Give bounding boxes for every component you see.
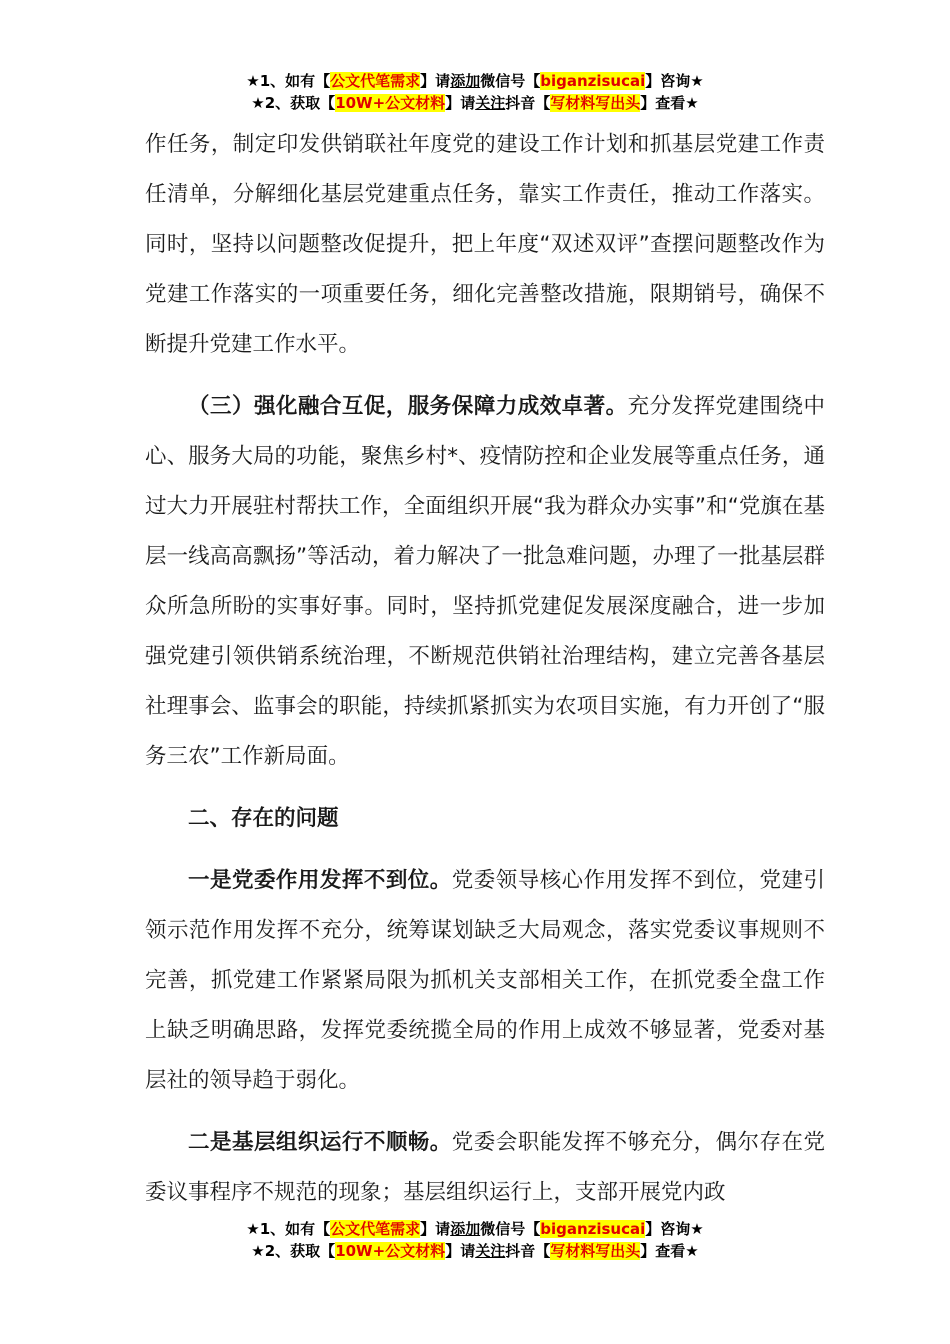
banner-line-1 <box>0 70 950 92</box>
highlight-wechat-id: biganzisucai <box>540 1220 646 1238</box>
banner-text: 抖音【 <box>505 94 551 112</box>
banner-line-2 <box>0 1240 950 1262</box>
highlight-douyin: 写材料写出头 <box>550 94 641 112</box>
banner-text: ★1、如有【 <box>246 72 331 90</box>
paragraph-section-3 <box>145 382 825 782</box>
banner-text: 】查看★ <box>640 94 699 112</box>
issue-2-heading: 二是基层组织运行不顺畅。 <box>188 1130 452 1155</box>
underline-add: 添加 <box>450 72 481 90</box>
banner-text: 】请 <box>445 1242 476 1260</box>
banner-text: 】请 <box>420 1220 451 1238</box>
banner-text: 】咨询★ <box>645 1220 704 1238</box>
issue-1-text: 党委领导核心作用发挥不到位，党建引领示范作用发挥不充分，统筹谋划缺乏大局观念，落实党委议事规则不完善，抓党建工作紧紧局限为抓机关支部相关工作，在抓党委全盘工作上缺乏明确思路，发挥党委统揽全局的作用上成效不够显著，党委对基层社的领导趋于弱化。 <box>145 868 825 1093</box>
banner-text: 抖音【 <box>505 1242 551 1260</box>
highlight-materials: 10W+公文材料 <box>335 1242 446 1260</box>
banner-line-1 <box>0 1218 950 1240</box>
section-2-title: 二、存在的问题 <box>188 806 339 831</box>
banner-text: ★1、如有【 <box>246 1220 331 1238</box>
banner-text: ★2、获取【 <box>251 94 336 112</box>
banner-text: 】咨询★ <box>645 72 704 90</box>
banner-line-2 <box>0 92 950 114</box>
banner-text: 】请 <box>420 72 451 90</box>
banner-text: 】查看★ <box>640 1242 699 1260</box>
banner-text: ★2、获取【 <box>251 1242 336 1260</box>
banner-text: 微信号【 <box>480 72 541 90</box>
paragraph-issue-2 <box>145 1118 825 1218</box>
issue-2-text: 党委会职能发挥不够充分，偶尔存在党委议事程序不规范的现象；基层组织运行上，支部开展党内政 <box>145 1130 825 1205</box>
paragraph-issue-1 <box>145 856 825 1106</box>
header-banner <box>0 70 950 114</box>
highlight-service: 公文代笔需求 <box>330 72 421 90</box>
issue-1-heading: 一是党委作用发挥不到位。 <box>188 868 452 893</box>
banner-text: 微信号【 <box>480 1220 541 1238</box>
underline-add: 添加 <box>450 1220 481 1238</box>
footer-banner <box>0 1218 950 1262</box>
section-3-text: 充分发挥党建围绕中心、服务大局的功能，聚焦乡村*、疫情防控和企业发展等重点任务，通过大力开展驻村帮扶工作，全面组织开展“我为群众办实事”和“党旗在基层一线高高飘扬”等活动，着力解决了一批急难问题，办理了一批基层群众所急所盼的实事好事。同时，坚持抓党建促发展深度融合，进一步加强党建引领供销系统治理，不断规范供销社治理结构，建立完善各基层社理事会、监事会的职能，持续抓紧抓实为农项目实施，有力开创了“服务三农”工作新局面。 <box>145 394 825 769</box>
underline-follow: 关注 <box>475 1242 506 1260</box>
paragraph-continued: 作任务，制定印发供销联社年度党的建设工作计划和抓基层党建工作责任清单，分解细化基层党建重点任务，靠实工作责任，推动工作落实。同时，坚持以问题整改促提升，把上年度“双述双评”查摆问题整改作为党建工作落实的一项重要任务，细化完善整改措施，限期销号，确保不断提升党建工作水平。 <box>145 132 825 357</box>
highlight-douyin: 写材料写出头 <box>550 1242 641 1260</box>
highlight-service: 公文代笔需求 <box>330 1220 421 1238</box>
highlight-wechat-id: biganzisucai <box>540 72 646 90</box>
underline-follow: 关注 <box>475 94 506 112</box>
section-3-heading: （三）强化融合互促，服务保障力成效卓著。 <box>188 394 628 419</box>
banner-text: 】请 <box>445 94 476 112</box>
highlight-materials: 10W+公文材料 <box>335 94 446 112</box>
document-body <box>145 120 825 1218</box>
